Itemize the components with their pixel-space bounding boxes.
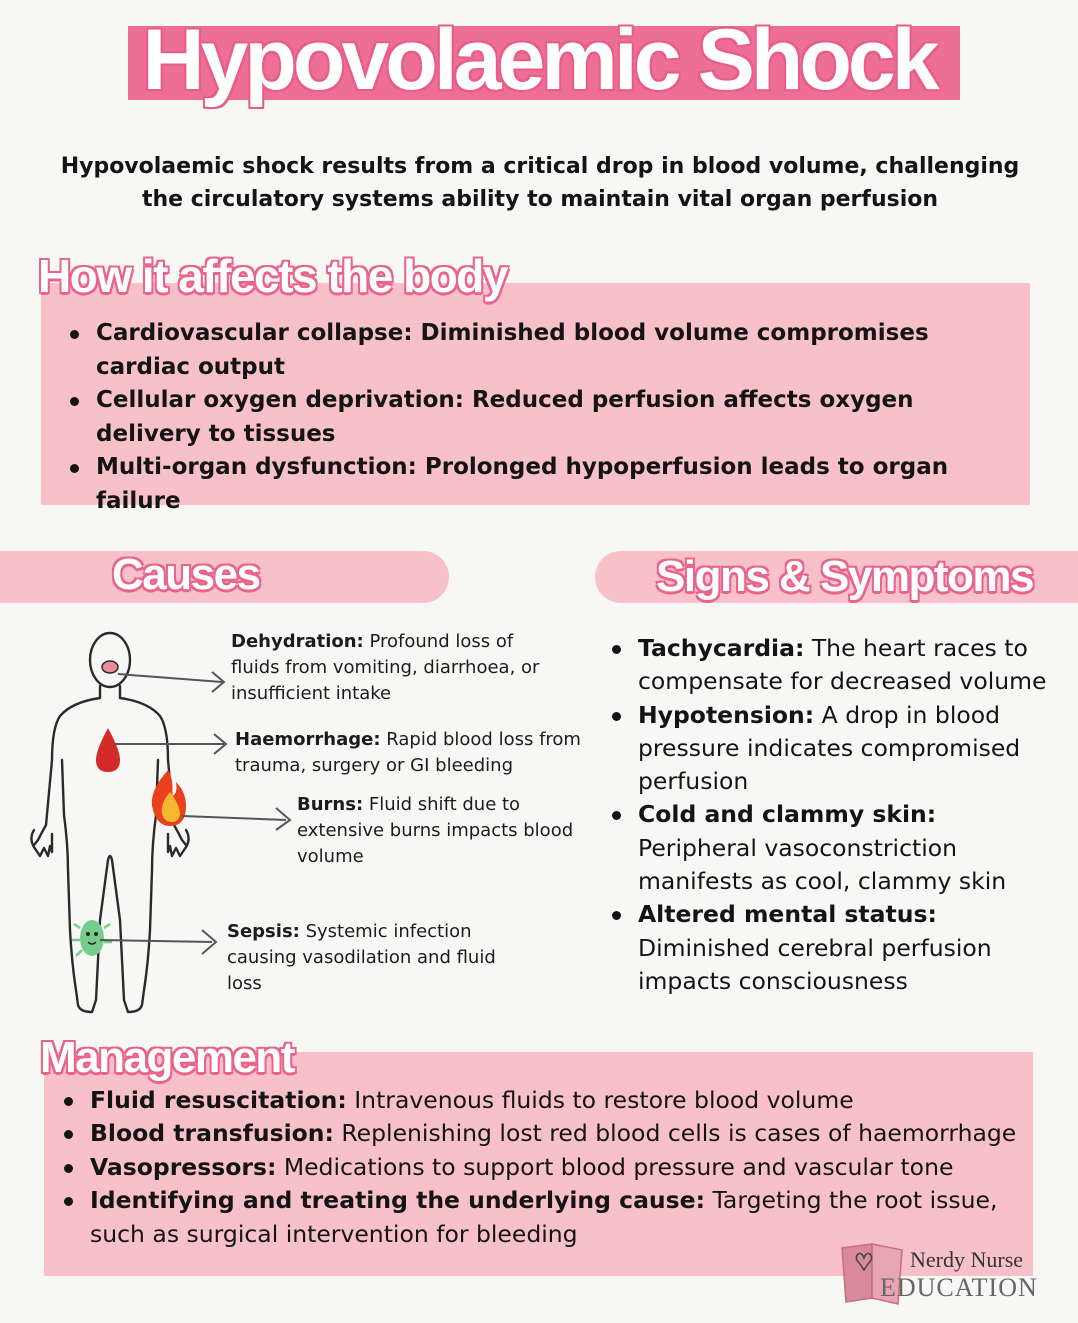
list-item: Vasopressors: Medications to support blood pressure and vascular tone [60,1151,1020,1184]
logo-name: Nerdy Nurse [910,1247,1024,1272]
cause-sepsis: Sepsis: Systemic infection causing vasodilation and fluid loss [227,921,496,994]
list-item: Multi-organ dysfunction: Prolonged hypoperfusion leads to organ failure [66,451,1006,518]
list-item: Cardiovascular collapse: Diminished blood volume compromises cardiac output [66,317,1006,384]
list-item: Cellular oxygen deprivation: Reduced perfusion affects oxygen delivery to tissues [66,384,1006,451]
list-item: Blood transfusion: Replenishing lost red blood cells is cases of haemorrhage [60,1117,1020,1150]
management-heading: Management [40,1033,294,1082]
cause-haemorrhage: Haemorrhage: Rapid blood loss from trauma, surgery or GI bleeding [235,729,581,776]
affects-heading: How it affects the body [38,250,507,302]
blood-drop-icon [96,728,120,772]
list-item: Fluid resuscitation: Intravenous fluids to restore blood volume [60,1084,1020,1117]
signs-heading: Signs & Symptoms [656,552,1033,601]
mouth-icon [102,661,118,673]
logo-subtitle: EDUCATION [880,1273,1038,1302]
management-list [60,1084,1020,1251]
cause-dehydration: Dehydration: Profound loss of fluids from vomiting, diarrhoea, or insufficient intake [231,631,540,704]
affects-list [66,317,1006,518]
arrow-icons [100,672,290,954]
list-item: Tachycardia: The heart races to compensate for decreased volume [608,632,1058,699]
intro-text: Hypovolaemic shock results from a critical drop in blood volume, challenging the circulatory systems ability to maintain vital organ perfusion [60,154,1020,212]
germ-icon [72,920,112,956]
causes-heading: Causes [112,550,260,599]
list-item: Hypotension: A drop in blood pressure indicates compromised perfusion [608,699,1058,799]
list-item: Altered mental status: Diminished cerebral perfusion impacts consciousness [608,898,1058,998]
page-title: Hypovolaemic Shock [142,12,936,108]
list-item: Identifying and treating the underlying cause: Targeting the root issue, such as surgical intervention for bleeding [60,1184,1020,1251]
list-item: Cold and clammy skin: Peripheral vasoconstriction manifests as cool, clammy skin [608,798,1058,898]
cause-burns: Burns: Fluid shift due to extensive burns impacts blood volume [297,794,574,867]
signs-list [608,632,1058,998]
